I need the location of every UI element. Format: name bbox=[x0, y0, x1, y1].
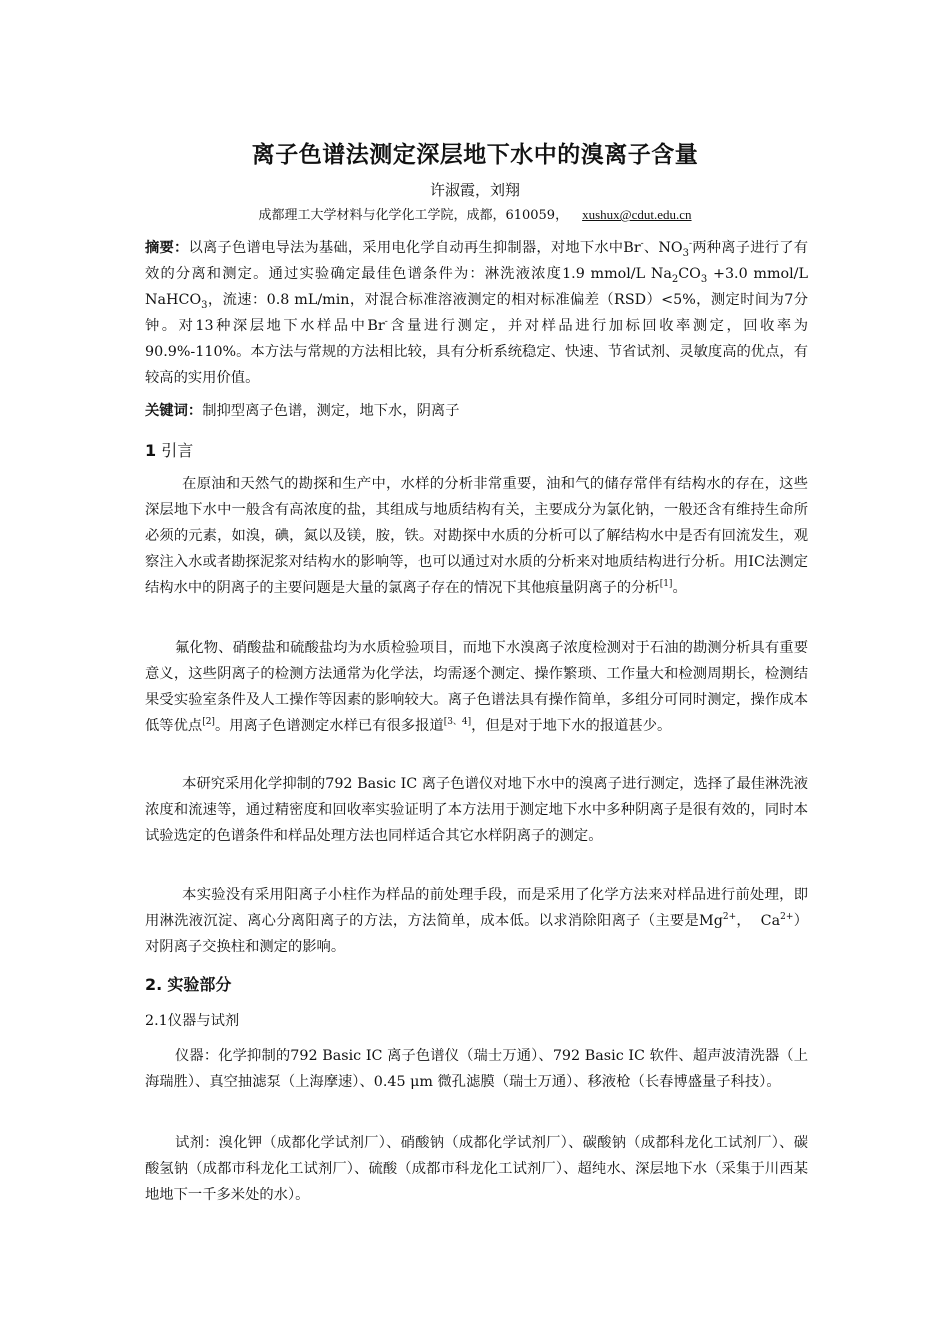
abstract-paragraph: 摘要：以离子色谱电导法为基础，采用电化学自动再生抑制器，对地下水中Br-、$NO_3^-$两种离子进行了有效的分离和测定。通过实验确定最佳色谱条件为：淋洗液浓度1.9 mmol/L $Na_2CO_3 +3.0$ mmol/L NaHCO$_3$，流速：0.8 mL/min，对混合标准溶液测定的相对标准偏差（RSD）<5%，测定时间为7分钟。对13种深层地下水样品中Br-含量进行测定，并对样品进行加标回收率测定，回收率为90.9%-110%。本方法与常规的方法相比较，具有分析系统稳定、快速、节省试剂、灵敏度高的优点，有较高的实用价值。 bbox=[145, 239, 809, 386]
paper-authors: 许淑霞，刘翔 bbox=[429, 181, 520, 199]
keywords-text: 制抑型离子色谱，测定，地下水，阴离子 bbox=[202, 403, 460, 419]
instruments-paragraph: 仪器：化学抑制的792 Basic IC 离子色谱仪（瑞士万通）、792 Basic IC 软件、超声波清洗器（上海瑞胜）、真空抽滤泵（上海摩速）、0.45 μm 微孔滤膜（瑞士万通）、移液枪（长春博盛量子科技）。 bbox=[145, 1048, 808, 1090]
citation-ref: [3、4] bbox=[443, 717, 472, 728]
intro-paragraph-4: 本实验没有采用阳离子小柱作为样品的前处理手段，而是采用了化学方法来对样品进行前处理，即用淋洗液沉淀、离心分离阳离子的方法，方法简单，成本低。以求消除阳离子（主要是$Mg^{2+}$， $Ca^{2+}$）对阴离子交换柱和测定的影响。 bbox=[145, 887, 808, 955]
reagents-paragraph: 试剂：溴化钾（成都化学试剂厂）、硝酸钠（成都化学试剂厂）、碳酸钠（成都科龙化工试剂厂）、碳酸氢钠（成都市科龙化工试剂厂）、硫酸（成都市科龙化工试剂厂）、超纯水、深层地下水（采集于川西某地地下一千多米处的水）。 bbox=[145, 1135, 808, 1203]
intro-paragraph-1: 在原油和天然气的勘探和生产中，水样的分析非常重要，油和气的储存常伴有结构水的存在，这些深层地下水中一般含有高浓度的盐，其组成与地质结构有关，主要成分为氯化钠，一般还含有维持生命所必须的元素，如溴，碘，氮以及镁，胺，铁。对勘探中水质的分析可以了解结构水中是否有回流发生，观察注入水或者勘探泥浆对结构水的影响等，也可以通过对水质的分析来对地质结构进行分析。用IC法测定结构水中的阴离子的主要问题是大量的氯离子存在的情况下其他痕量阴离子的分析[1]。 bbox=[145, 476, 808, 596]
intro-paragraph-3: 本研究采用化学抑制的792 Basic IC 离子色谱仪对地下水中的溴离子进行测定，选择了最佳淋洗液浓度和流速等，通过精密度和回收率实验证明了本方法用于测定地下水中多种阴离子是很有效的，同时本试验选定的色谱条件和样品处理方法也同样适合其它水样阴离子的测定。 bbox=[145, 776, 808, 844]
section-2-heading: 2. 实验部分 bbox=[145, 975, 232, 994]
paper-title: 离子色谱法测定深层地下水中的溴离子含量 bbox=[251, 142, 699, 168]
abstract-label: 摘要： bbox=[145, 240, 189, 256]
intro-paragraph-2: 氟化物、硝酸盐和硫酸盐均为水质检验项目，而地下水溴离子浓度检测对于石油的勘测分析具有重要意义，这些阴离子的检测方法通常为化学法，均需逐个测定、操作繁琐、工作量大和检测周期长，检测结果受实验室条件及人工操作等因素的影响较大。离子色谱法具有操作简单，多组分可同时测定，操作成本低等优点[2]。用离子色谱测定水样已有很多报道[3、4]，但是对于地下水的报道甚少。 bbox=[145, 640, 808, 734]
section-1-heading: 1 引言 bbox=[145, 441, 194, 460]
author-email[interactable]: xushux@cdut.edu.cn bbox=[582, 207, 692, 222]
affiliation-text: 成都理工大学材料与化学化工学院，成都，610059， bbox=[258, 208, 569, 223]
citation-ref: [2] bbox=[202, 717, 215, 728]
subsection-2-1-heading: 2.1仪器与试剂 bbox=[145, 1013, 240, 1029]
citation-ref: [1] bbox=[659, 579, 673, 590]
paper-affiliation bbox=[0, 204, 950, 223]
keywords-line bbox=[145, 398, 808, 424]
keywords-label: 关键词： bbox=[145, 403, 203, 419]
